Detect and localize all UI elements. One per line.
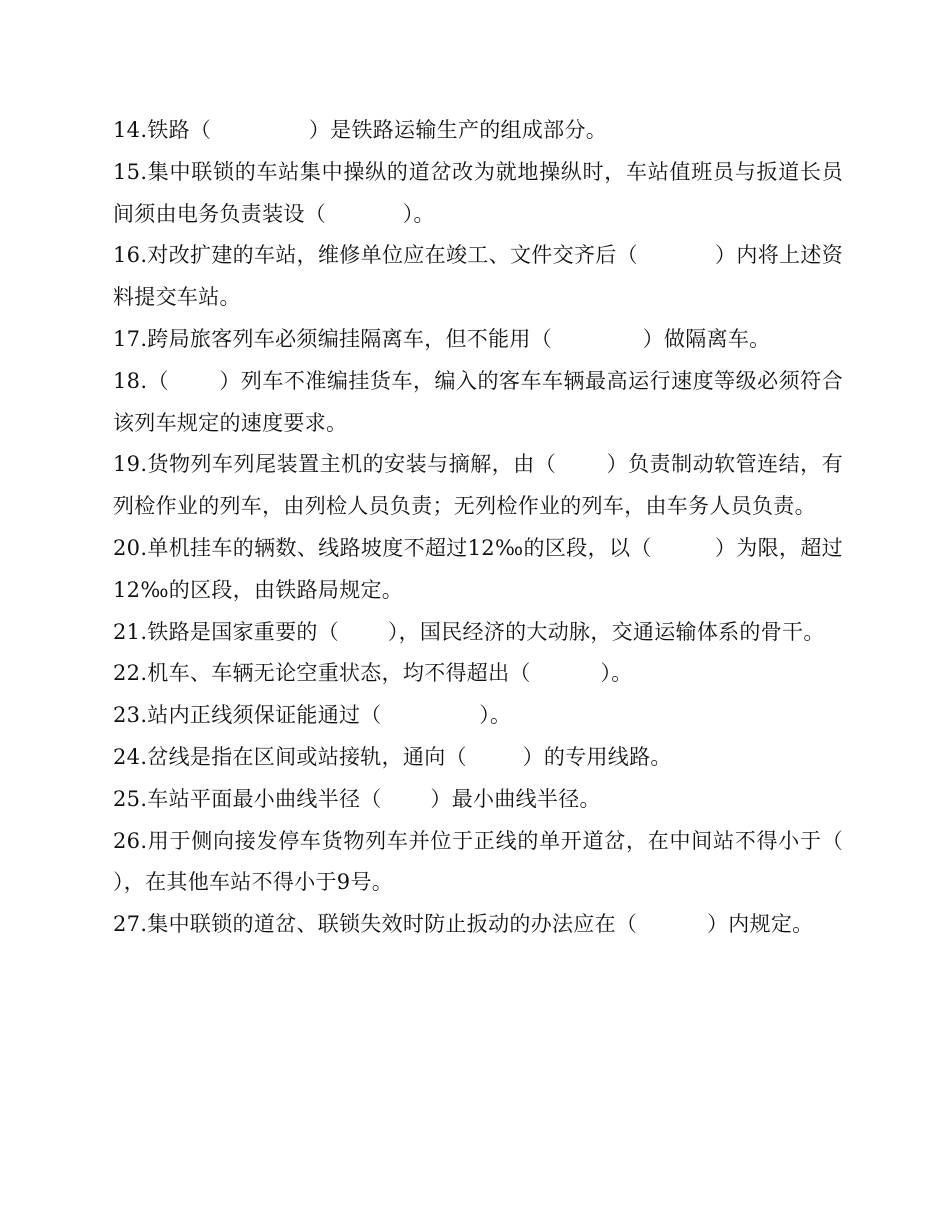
question-26: 26.用于侧向接发停车货物列车并位于正线的单开道岔，在中间站不得小于（ ），在其他车站不得小于9号。: [113, 828, 892, 895]
question-15: 15.集中联锁的车站集中操纵的道岔改为就地操纵时，车站值班员与扳道长员间须由电务负责装设（ ）。: [113, 159, 843, 226]
question-23: 23.站内正线须保证能通过（ ）。: [113, 703, 512, 728]
question-20: 20.单机挂车的辆数、线路坡度不超过12‰的区段，以（ ）为限，超过12‰的区段，由铁路局规定。: [113, 535, 843, 602]
question-21: 21.铁路是国家重要的（ ），国民经济的大动脉，交通运输体系的骨干。: [113, 619, 825, 644]
question-16: 16.对改扩建的车站，维修单位应在竣工、文件交齐后（ ）内将上述资料提交车站。: [113, 243, 843, 310]
question-17: 17.跨局旅客列车必须编挂隔离车，但不能用（ ）做隔离车。: [113, 326, 771, 351]
question-24: 24.岔线是指在区间或站接轨，通向（ ）的专用线路。: [113, 744, 672, 769]
question-22: 22.机车、车辆无论空重状态，均不得超出（ ）。: [113, 661, 633, 686]
question-25: 25.车站平面最小曲线半径（ ）最小曲线半径。: [113, 786, 601, 811]
question-19: 19.货物列车列尾装置主机的安装与摘解，由（ ）负责制动软管连结，有列检作业的列车，由列检人员负责；无列检作业的列车，由车务人员负责。: [113, 452, 843, 519]
document-page: [113, 110, 892, 946]
question-18: 18.（ ）列车不准编挂货车，编入的客车车辆最高运行速度等级必须符合该列车规定的速度要求。: [113, 368, 843, 435]
question-14: 14.铁路（ ）是铁路运输生产的组成部分。: [113, 118, 608, 142]
question-27: 27.集中联锁的道岔、联锁失效时防止扳动的办法应在（ ）内规定。: [113, 912, 814, 937]
